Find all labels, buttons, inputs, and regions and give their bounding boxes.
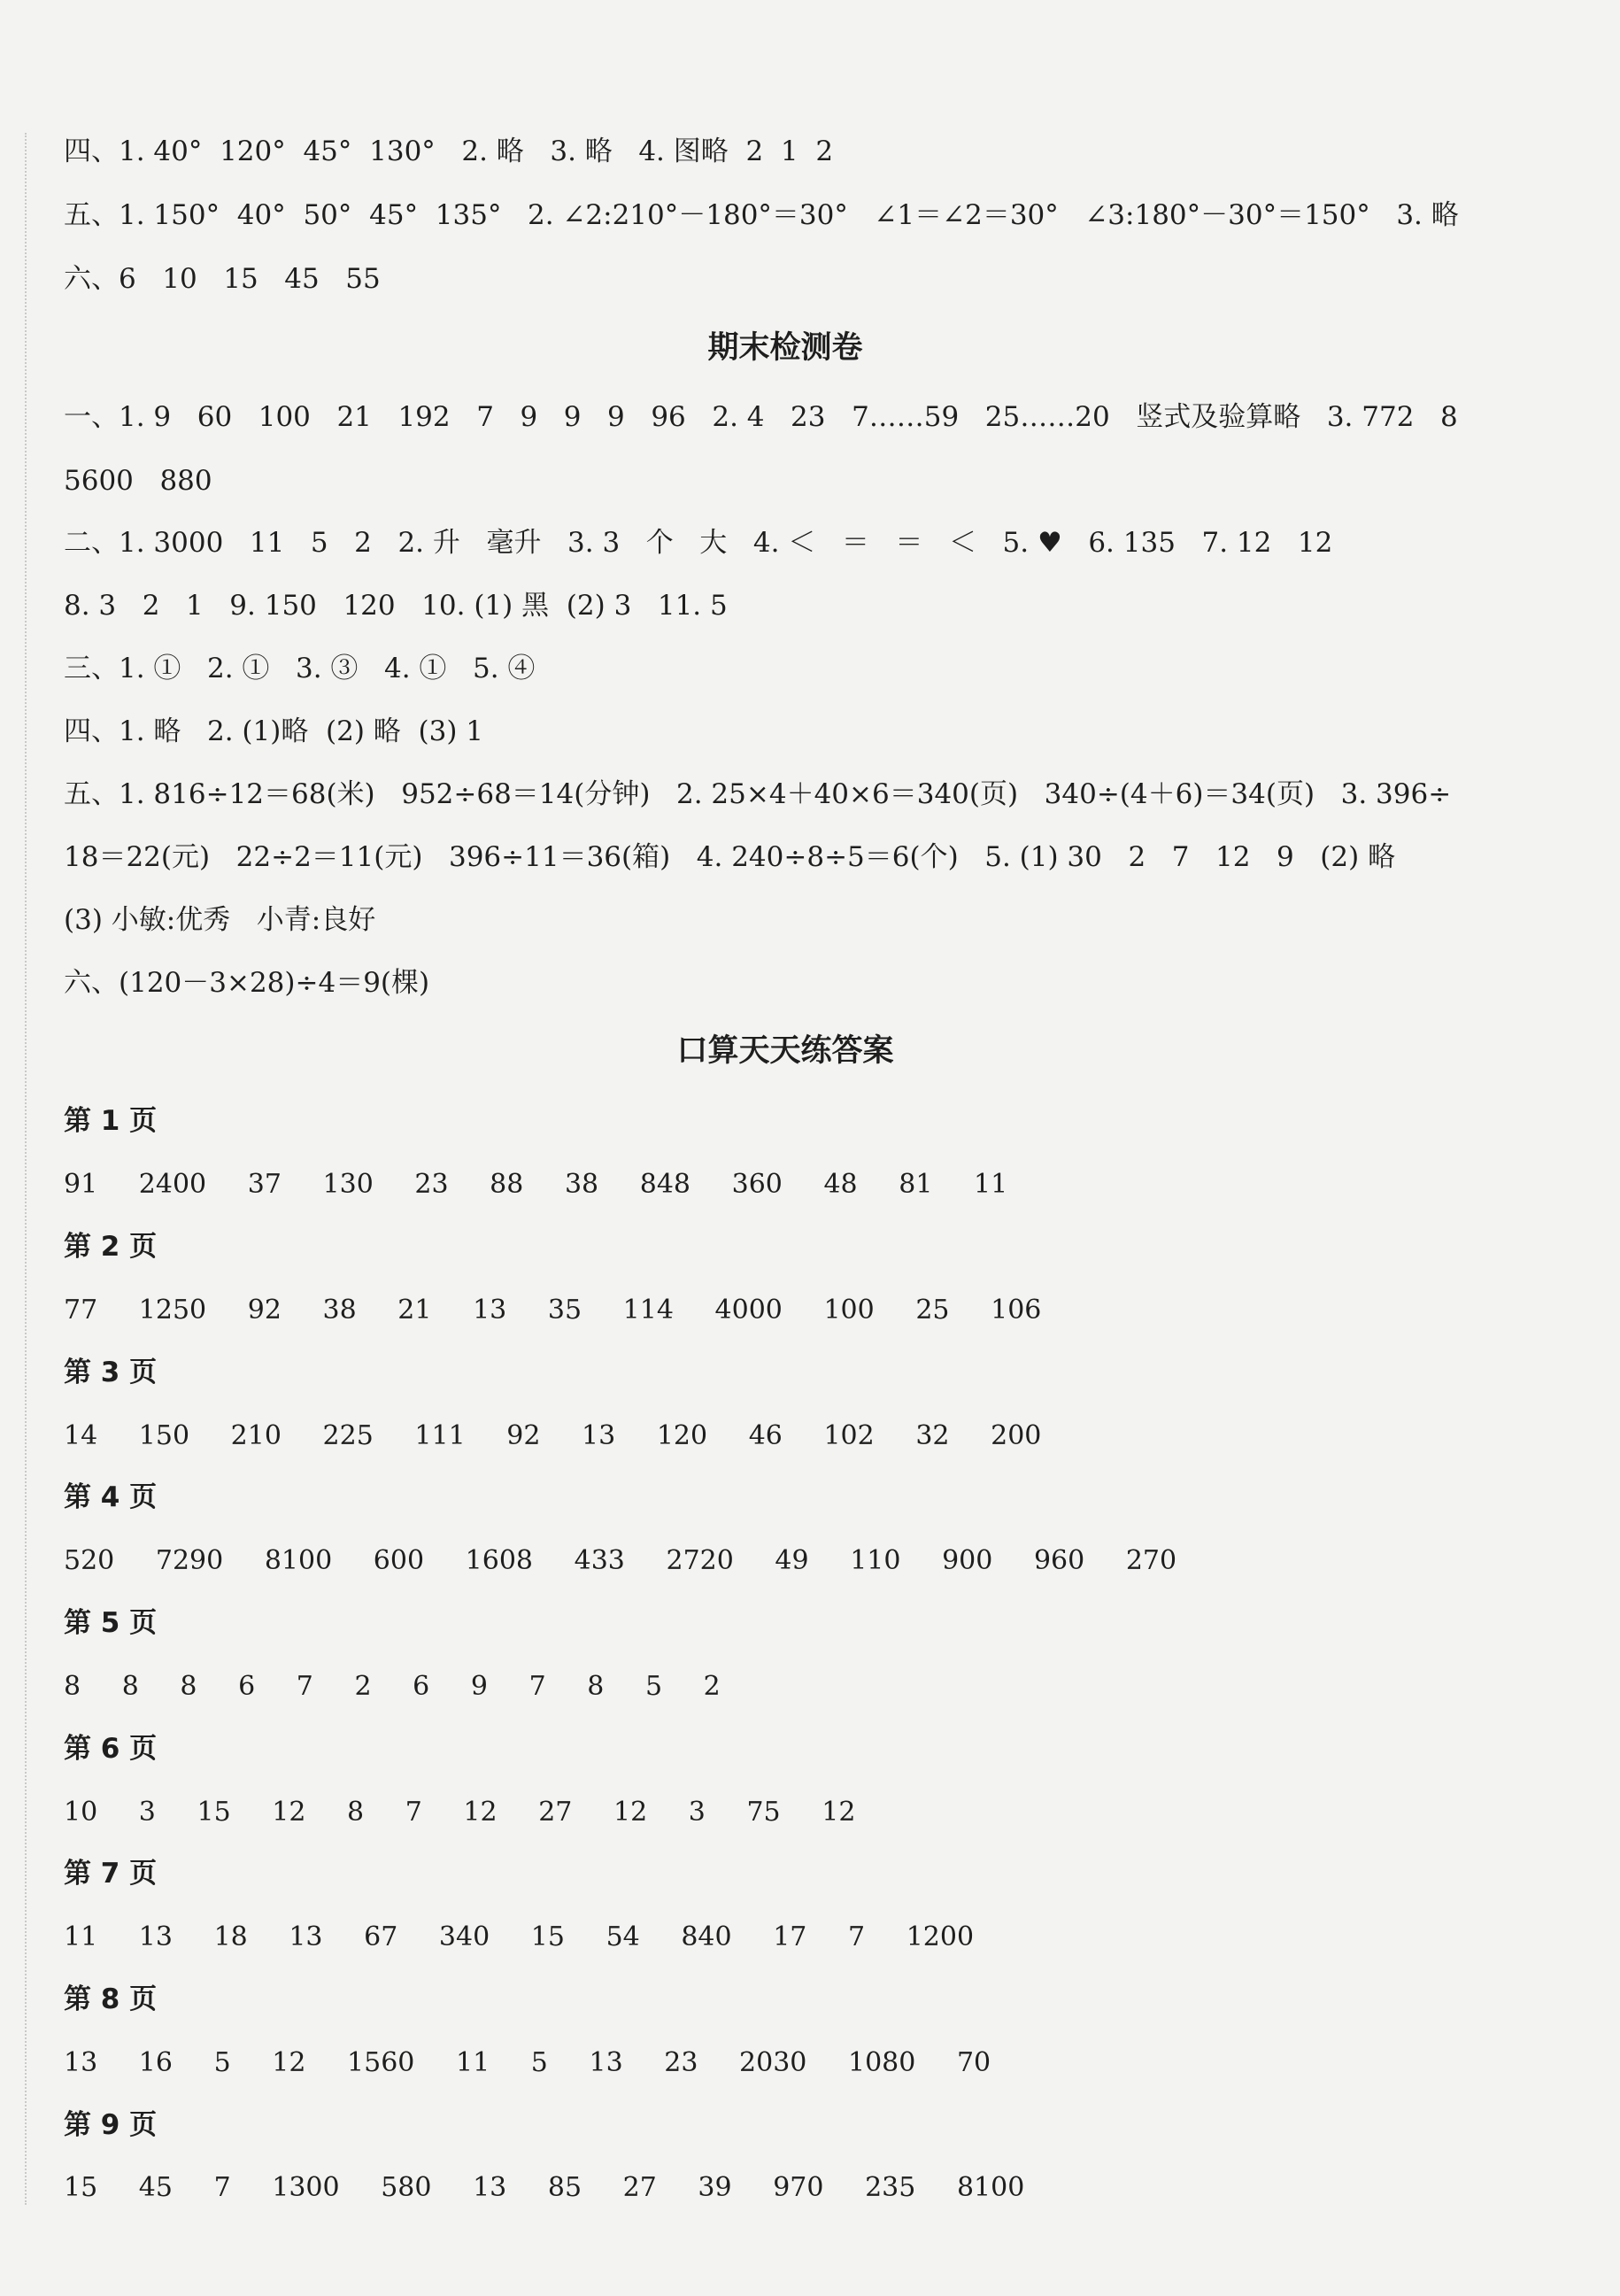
answer-row: 六、6 10 15 45 55	[64, 263, 381, 295]
section-title-final-test: 期末检测卷	[707, 330, 863, 366]
answer-row: 二、1. 3000 11 5 2 2. 升 毫升 3. 3 个 大 4. ＜ ＝ ＝ ＜ 5. ♥ 6. 135 7. 12 12	[64, 527, 1333, 559]
answer-row: 五、1. 816÷12＝68(米) 952÷68＝14(分钟) 2. 25×4＋40×6＝340(页) 340÷(4＋6)＝34(页) 3. 396÷	[64, 778, 1452, 810]
answer-list: 11 13 18 13 67 340 15 54 840 17 7 1200	[64, 1921, 975, 1952]
page-label: 第 7 页	[64, 1858, 158, 1890]
answer-row: 一、1. 9 60 100 21 192 7 9 9 9 96 2. 4 23 7……59 25……20 竖式及验算略 3. 772 8	[64, 401, 1458, 433]
page-label: 第 1 页	[64, 1105, 158, 1137]
answer-row: 18＝22(元) 22÷2＝11(元) 396÷11＝36(箱) 4. 240÷8÷5＝6(个) 5. (1) 30 2 7 12 9 (2) 略	[64, 841, 1396, 873]
answer-row: 四、1. 略 2. (1)略 (2) 略 (3) 1	[64, 715, 484, 747]
answer-row: 四、1. 40° 120° 45° 130° 2. 略 3. 略 4. 图略 2 1 2	[64, 135, 834, 167]
answer-list: 520 7290 8100 600 1608 433 2720 49 110 900 960 270	[64, 1545, 1177, 1576]
page-label: 第 6 页	[64, 1733, 158, 1765]
answer-list: 15 45 7 1300 580 13 85 27 39 970 235 8100	[64, 2172, 1025, 2203]
answer-row: 8. 3 2 1 9. 150 120 10. (1) 黑 (2) 3 11. 5	[64, 590, 728, 622]
answer-row: (3) 小敏:优秀 小青:良好	[64, 904, 376, 936]
answer-list: 13 16 5 12 1560 11 5 13 23 2030 1080 70	[64, 2047, 991, 2078]
answer-row: 三、1. ① 2. ① 3. ③ 4. ① 5. ④	[64, 653, 536, 684]
page-label: 第 3 页	[64, 1357, 158, 1388]
page-label: 第 5 页	[64, 1607, 158, 1639]
page-label: 第 4 页	[64, 1481, 158, 1513]
answer-list: 14 150 210 225 111 92 13 120 46 102 32 200	[64, 1420, 1042, 1451]
page-label: 第 8 页	[64, 1983, 158, 2015]
answer-list: 8 8 8 6 7 2 6 9 7 8 5 2	[64, 1671, 721, 1702]
answer-list: 91 2400 37 130 23 88 38 848 360 48 81 11	[64, 1169, 1008, 1200]
answer-row: 5600 880	[64, 465, 212, 497]
page-label: 第 2 页	[64, 1231, 158, 1263]
section-title-oral-practice: 口算天天练答案	[676, 1033, 894, 1069]
answer-row: 五、1. 150° 40° 50° 45° 135° 2. ∠2:210°－180°＝30° ∠1＝∠2＝30° ∠3:180°－30°＝150° 3. 略	[64, 199, 1459, 231]
answer-list: 77 1250 92 38 21 13 35 114 4000 100 25 106	[64, 1295, 1042, 1326]
answer-list: 10 3 15 12 8 7 12 27 12 3 75 12	[64, 1797, 856, 1828]
page-label: 第 9 页	[64, 2109, 158, 2141]
answer-row: 六、(120－3×28)÷4＝9(棵)	[64, 967, 430, 999]
binding-margin-line	[25, 133, 28, 2205]
